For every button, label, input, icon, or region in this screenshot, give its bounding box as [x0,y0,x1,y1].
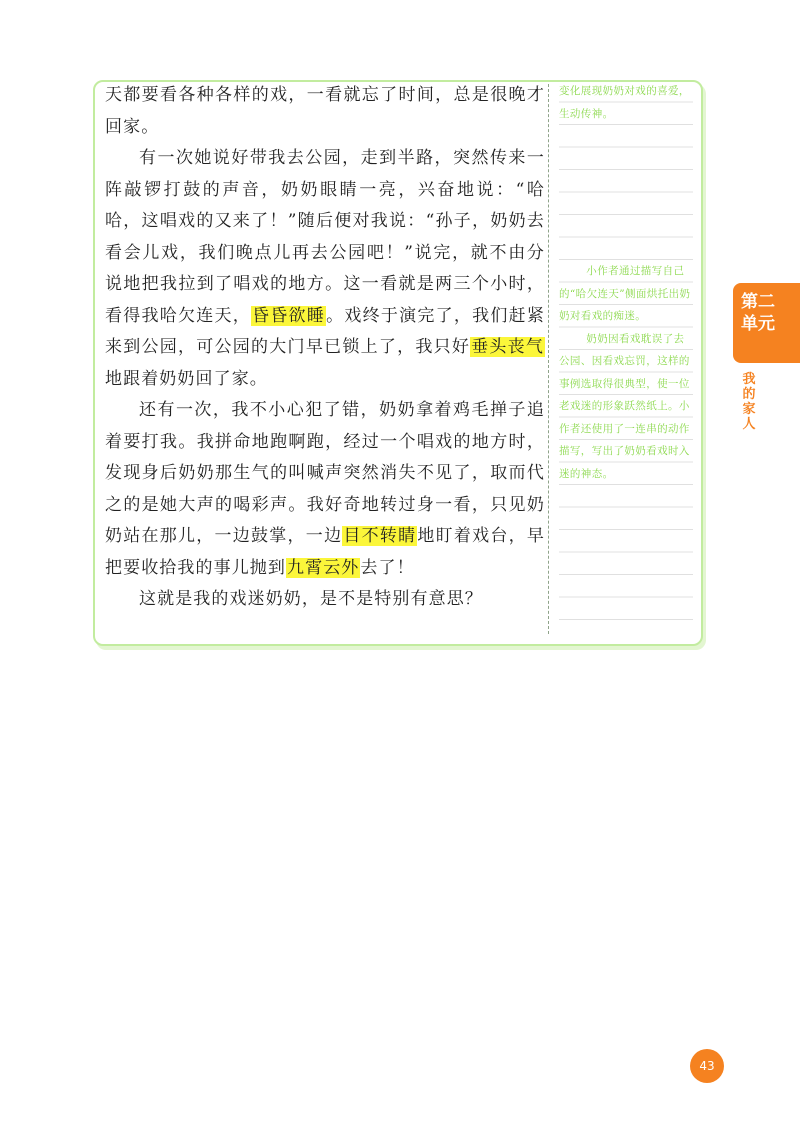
blank-line [559,125,693,148]
blank-line [559,148,693,171]
paragraph-3-text-a: 还有一次，我不小心犯了错，奶奶拿着鸡毛掸子追着要打我。我拼命地跑啊跑，经过一个唱戏的地方时，发现身后奶奶那生气的叫喊声突然消失不见了，取而代之的是她大声的喝彩声。我好奇地转过身一看，只见奶奶站在那儿，一边鼓掌，一边 [105,400,545,546]
unit-tab [733,283,800,363]
blank-line [559,215,693,238]
page-number-badge: 43 [690,1049,724,1083]
article-body [105,80,545,616]
column-divider [548,84,549,634]
paragraph-2-text-c: 地跟着奶奶回了家。 [105,368,268,389]
paragraph-2 [105,143,545,395]
margin-note-1: 变化展现奶奶对戏的喜爱，生动传神。 [559,85,690,120]
paragraph-4: 这就是我的戏迷奶奶，是不是特别有意思？ [139,589,483,609]
paragraph-3 [105,395,545,584]
highlight-phrase: 昏昏欲睡 [252,305,326,326]
paragraph-2-text-a: 有一次她说好带我去公园，走到半路，突然传来一阵敲锣打鼓的声音，奶奶眼睛一亮，兴奋地说：“哈哈，这唱戏的又来了！”随后便对我说：“孙子，奶奶去看会儿戏，我们晚点儿再去公园吧！”说完，就不由分说地把我拉到了唱戏的地方。这一看就是两三个小时，看得我哈欠连天， [105,148,545,326]
blank-line [559,238,693,261]
paragraph-1: 天都要看各种各样的戏，一看就忘了时间，总是很晚才回家。 [105,85,545,137]
margin-note-3: 奶奶因看戏耽误了去公园、因看戏忘罚，这样的事例选取得很典型，使一位老戏迷的形象跃然纸上。小作者还使用了一连串的动作描写，写出了奶奶看戏时入迷的神态。 [559,332,690,480]
unit-tab-title: 第二单元 [741,292,775,334]
blank-line [559,193,693,216]
highlight-phrase: 目不转睛 [343,526,417,546]
paragraph-3-text-c: 去了！ [360,557,415,578]
paragraph-3-text-b: 地盯着戏台，早把要收拾我的事儿抛到 [105,526,545,578]
blank-line [559,170,693,193]
paragraph-2-text-b: 。戏终于演完了，我们赶紧来到公园，可公园的大门早已锁上了，我只好 [105,305,545,357]
highlight-phrase: 九霄云外 [287,557,360,578]
margin-notes [559,80,693,625]
highlight-phrase: 垂头丧气 [471,337,544,357]
unit-subtitle: 我的家人 [742,372,756,432]
margin-note-2: 小作者通过描写自己的“哈欠连天”侧面烘托出奶奶对看戏的痴迷。 [559,265,691,322]
